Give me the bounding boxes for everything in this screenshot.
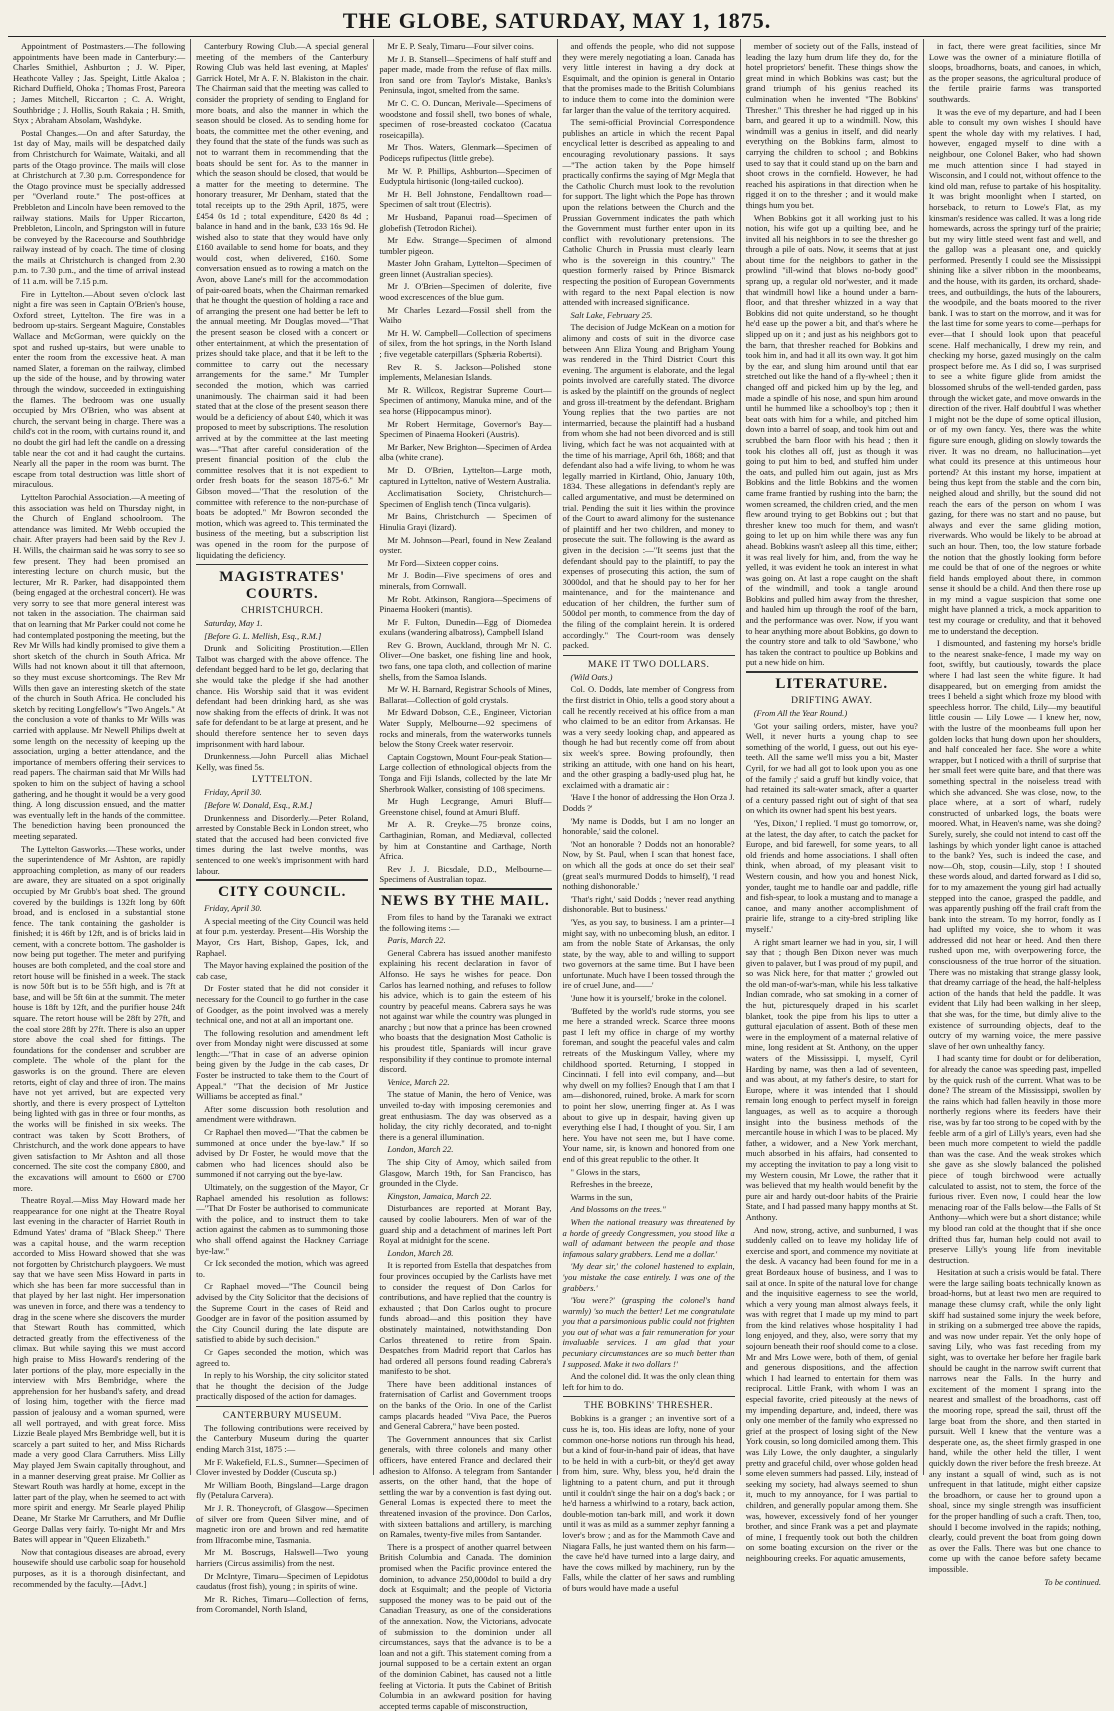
paragraph: Mr H. W. Campbell—Collection of specimens of silex, from the hot springs, in the North Island ; five vegetable caterpillars (Sphæria Robertsi). xyxy=(379,327,552,360)
paragraph: There is a prospect of another quarrel between British Columbia and Canada. The dominion promised when the Pacific province entered the dominion, to advance 250,000dol to build a dry dock at Esquimalt; and the people of Victoria supposed the money was to be paid out of the Canadian Treasury, as one of the considerations of the annexation. Now, the Victorians, advocate of submission to the dominion under all circumstances, says that the advance is to be a loan and not a gift. This statement coming from a journal supposed to be a certain extent an organ of the dominion Cabinet, has caused not a little feeling at Victoria. It puts the Cabinet of British Columbia in an awkward position for having accepted terms capable of misconstruction, xyxy=(379,1541,552,1711)
paragraph: When the national treasury was threatened by a horde of greedy Congressmen, you stood like a wall of adamant between the people and those infamous salary grabbers. Lend me a dollar.' xyxy=(562,1216,735,1259)
dateline: Venice, March 22. xyxy=(387,1076,450,1087)
paragraph: Mr M. Johnson—Pearl, found in New Zealand oyster. xyxy=(379,534,552,556)
paragraph: Mr J. B. Stansell—Specimens of half stuff and paper made, made from the refuse of flax mills. Iron sand ore from Taylor's Mistake, Banks's Peninsula, ingot, smelted from the same. xyxy=(379,53,552,96)
paragraph: And the colonel did. It was the only clean thing left for him to do. xyxy=(562,1371,735,1392)
paragraph: Bobkins is a granger ; an inventive sort of a cuss he is, too. His ideas are lofty, none of your common one-horse notions run through his head, but a kind of four-in-hand pair of ideas, that have to be held in with a curb-bit, or they'd get away from him, sure. Why, bless you, he'd drain the lightning to a patent churn, and put it through until it couldn't singe the hair on a dog's back ; or he'd harness a whirlwind to a rotary, back action, double-motion tan-bark mill, and work it down until it was as mild as a summer zephyr fanning a lover's brow ; and as for the Mammoth Cave and Niagara Falls, he just wanted them on his farm—the cave he'd have turned into a large dairy, and have the cows milked by machinery, run by the Falls, while the clatter of her saws and rumbling of burs would have made a useful xyxy=(562,1413,735,1593)
paragraph: Mr F. Wakefield, F.L.S., Sumner—Specimen of Clover invested by Dodder (Cuscuta sp.) xyxy=(196,1456,369,1478)
paragraph: 'You were?' (grasping the colonel's hand warmly) 'so much the better! Let me congratulate you that a parsimonious public could not frighten you out of what was a fair remuneration for your invaluable services. I am glad that your pecuniary circumstances are so much better than I supposed. Make it two dollars !' xyxy=(562,1295,735,1369)
paragraph: And blossoms on the trees." xyxy=(570,1204,666,1215)
dateline: Kingston, Jamaica, March 22. xyxy=(387,1190,492,1201)
paragraph: Mr R. Riches, Timaru—Collection of ferns, from Coromandel, North Island, xyxy=(196,1593,369,1615)
paragraph: Postal Changes.—On and after Saturday, the 1st day of May, mails will be despatched daily from Christchurch for Waimate, Waitaki, and all parts of the Otago province. The mails will close at Christchurch at 7.30 p.m. Correspondence for the Otago province must be specially addressed per "Overland route." The post-offices at Prebbleton and Lincoln have been removed to the railway stations. Mails for Upper Riccarton, Prebbleton, Lincoln, and Springston will in future be conveyed by the Racecourse and Southbridge railway instead of by coach. The time of closing the mails at Christchurch is changed from 2.30 p.m. to 7.30 p.m., and the time of arrival instead of 11 a.m. will be 7.15 p.m. xyxy=(13,127,186,287)
column-1 xyxy=(8,39,191,1589)
paragraph: The Government announces that six Carlist generals, with three colonels and many other officers, have entered France and declared their adhesion to Alfonso. A telegram from Santander asserts, on the other hand, that the hope of settling the war by a convention is fast dying out. General Lomas is expected there to meet the threatened invasion of the province. Don Carlos, with sixteen battalions and artillery, is marching on Ramales, twenty-five miles from Santander. xyxy=(379,1433,552,1540)
paragraph: Col. O. Dodds, late member of Congress from the first district in Ohio, tells a good story about a call he recently received at his office from a man who claimed to be an editor from Arkansas. He was a very seedy looking chap, and appeared as though he had but recently come off from about six week's spree. Bowing profoundly, then striking an attitude, with one hand on his heart, and the other grasping a badly-used plug hat, he exclaimed with a dramatic air : xyxy=(562,684,735,790)
paragraph: Mr Thos. Waters, Glenmark—Specimen of Podiceps rufipectus (little grebe). xyxy=(379,142,552,163)
paragraph: The Mayor having explained the position of the cab case, xyxy=(196,960,369,981)
paragraph: 'That's right,' said Dodds ; 'never read anything dishonorable. But to business.' xyxy=(562,893,735,915)
paragraph: 'My name is Dodds, but I am no longer an honorable,' said the colonel. xyxy=(562,815,735,837)
paragraph: Mr Edward Dobson, C.E., Engineer, Victorian Water Supply, Melbourne—92 specimens of rocks and minerals, from the waterworks tunnels below the Stony Creek water reservoir. xyxy=(379,707,552,750)
to-be-continued: To be continued. xyxy=(1044,1576,1102,1587)
paragraph: After some discussion both resolution and amendment were withdrawn. xyxy=(196,1103,369,1125)
paragraph: Canterbury Rowing Club.—A special general meeting of the members of the Canterbury Rowing Club was held last evening, at Maples' Garrick Hotel, Mr A. F. N. Blakiston in the chair. The Chairman said that the meeting was called to consider the propriety of sending to England for more boats, and also the manner in which the season should be closed. As to sending home for boats, the committee met the other evening, and they found that the state of the funds was such as not to warrant them in recommending that the boats should be sent for. As to the manner in which the season should be closed, that would be a matter for the meeting to determine. The honorary treasurer, Mr Denham, stated that the total receipts up to the 29th April, 1875, were £454 0s 1d ; total expenditure, £420 8s 4d ; balance in hand and in the bank, £33 16s 9d. He wished also to state that they would have only £160 available to send home for boats, and they would cost, when delivered, £160. Some conversation ensued as to rowing a match on the Avon, above Lane's mill for the accommodation of pair-oared boats, when the Chairman remarked that he thought the question of holding a race and of arranging the present one had better be left to the annual meeting. Mr Douglas moved—"That the present season be closed with a concert or other entertainment, at which the presentation of prizes should take place, and that it be left to the committee to carry out the necessary arrangements for the same." Mr Tumpler seconded the motion, which was carried unanimously. The chairman said it had been stated that at the close of the present season there would be a deficiency of about £40, which it was proposed to meet by subscriptions. The resolution arrived at by the committee at the last meeting was—"That after careful consideration of the present financial position of the club the committee resolves that it is not expedient to order fresh boats for the season 1875-6." Mr Gibson moved—"That the resolution of the committee with reference to the non-purchase of boats be adopted." Mr Bowron seconded the motion, which was agreed to. This terminated the business of the meeting, but a subscription list was opened in the room for the purpose of liquidating the deficiency. xyxy=(196,41,369,560)
drifting-away-heading: DRIFTING AWAY. xyxy=(791,696,873,707)
paragraph: The semi-official Provincial Correspondence publishes an article in which the recent Papal encyclical letter is described as appealing to and encouraging revolutionary passions. It says—"The action taken by the Pope himself practically confirms the saying of Mgr Megla that the Catholic Church must look to the revolution for support. The light which the Pope has thrown upon the relations between the Church and the Prussian Government indicates the path which the Government must further enter upon in its conflict with revolutionary pretensions. The Catholic Church in Prussia must clearly learn who is the sovereign in this country." The question formerly raised by Prince Bismarck respecting the position of European Governments with regard to the next Papal election is now attended with increased significance. xyxy=(562,117,735,308)
paragraph: Drunkenness and Disorderly.—Peter Roland, arrested by Constable Beck in London street, who stated that the accused had been convicted five times during the last twelve months, was sentenced to one week's imprisonment with hard labour. xyxy=(196,812,369,876)
dateline: London, March 28. xyxy=(387,1247,454,1258)
lyttelton-bench: [Before W. Donald, Esq., R.M.] xyxy=(204,800,313,810)
column-3 xyxy=(374,39,557,1711)
paragraph: The decision of Judge McKean on a motion for alimony and costs of suit in the divorce case between Ann Eliza Young and Brigham Young was rendered in the Third District Court this evening. The argument is elaborate, and the legal points involved are carefully stated. The divorce is asked by the plaintiff on the grounds of neglect and gross ill-treatment by the defendant. Brigham Young replies that the two parties are not intermarried, because the plaintiff had a husband from whom she had not been divorced and is still living, which fact he was not acquainted with at the time of his marriage, April 6th, 1868; and that defendant also had a wife living, to whom he was legally married in Kirtland, Ohio, January 10th, 1834. These allegations in defendant's reply are called argumentative, and must be determined on trial. Pending the suit it lies within the province of the Court to award alimony for the sustenance of plaintiff and her two children, and money to prosecute the suit. The following is the award as given in the decision :—"It seems just that the defendant should pay to the plaintiff, to pay the expenses of prosecuting this action, the sum of 3000dol, and that he should pay to her for her maintenance, and for the maintenance and education of her children, the further sum of 500dol per month, to commence from the day of the filing of the complaint herein. It is ordered accordingly." The Court-room was densely packed. xyxy=(562,322,735,651)
paragraph: 'June how it is yourself,' broke in the colonel. xyxy=(570,993,727,1004)
paragraph: Lyttelton Parochial Association.—A meeting of this association was held on Thursday night, in the Church of England schoolroom. The attendance was limited. Mr Webb occupied the chair. After prayers had been said by the Rev J. H. Wills, the chairman said he was sorry to see so few present. They had been promised an interesting lecture on church music, but the lecturer, Mr R. Parker, had disappointed them (being engaged at the orchestral concert). He was very sorry to see that more general interest was not taken in the association. The chairman said that on learning that Mr Parker could not come he had contemplated postponing the meeting, but the Rev Mr Wills had kindly promised to give them a short sketch of the church in South Africa. Mr Wills had not known about it till that afternoon, so they must excuse shortcomings. The Rev Mr Wills then gave an interesting sketch of the state of the church in South Africa. He concluded his sketch by reciting Longfellow's "Two Angels." At the conclusion a vote of thanks to Mr Wills was carried with applause. Mr Newell Philips dwelt at some length on the necessity of keeping up the association, urging a better attendance, and the importance of members offering their services to read papers. The chairman said that Mr Wills had spoken to him on the subject of having a school gathering, and he thought it would be a very good thing. A long discussion ensued, and the matter was eventually left in the hands of the committee. The benediction having been pronounced the meeting separated. xyxy=(13,491,186,841)
lyttelton-date: Friday, April 30. xyxy=(204,787,262,798)
paragraph: A special meeting of the City Council was held at four p.m. yesterday. Present—His Worship the Mayor, Crs Hart, Bishop, Gapes, Ick, and Raphael. xyxy=(196,915,369,958)
masthead: THE GLOBE, SATURDAY, MAY 1, 1875. xyxy=(8,6,1106,37)
paragraph: Disturbances are reported at Morant Bay, caused by coolie labourers. Men of war of the guard ship and a detachment of marines left Port Royal at midnight for the scene. xyxy=(379,1203,552,1246)
paragraph: The ship City of Amoy, which sailed from Glasgow, March 19th, for San Francisco, has grounded in the Clyde. xyxy=(379,1157,552,1189)
paragraph: And now, strong, active, and sunburned, I was suddenly called on to leave my holiday life of exercise and sport, and commence my novitiate at the desk. A vacancy had been found for me in a great Bordeaux house of business, and I was to sail at once. In spite of the natural love for change and the inquisitive eagerness to see the world, which a very young man almost always feels, it was with regret that I made up my mind to part from the kind relatives whose hospitality I had long enjoyed, and they, also, were sorry that my sojourn beneath their roof should come to a close. Mr and Mrs Lowe were, both of them, of genial and generous dispositions, and the affection which I had learned to entertain for them was reciprocal. Little Frank, with whom I was an especial favorite, cried piteously at the news of my impending departure, and, indeed, there was only one member of the family who expressed no grief at the prospect of losing sight of the New York cousin, so long domiciled among them. This was Lily Lowe, the only daughter, a singularly pretty and graceful child, over whose golden head some eleven summers had passed. Lily, instead of seeking my society, had always seemed to shun it, much to my annoyance, for I was partial to children, and generally popular among them. She was, however, excessively fond of her younger brother, and since Frank was a pet and playmate of mine, I frequently took out both the children on some boating excursion on the river or the neighbouring creeks. For aquatic amusements, xyxy=(745,1224,918,1563)
paragraph: Cr Ick seconded the motion, which was agreed to. xyxy=(196,1258,369,1279)
paragraph: Mr W. H. Barnard, Registrar Schools of Mines, Ballarat—Collection of gold crystals. xyxy=(379,684,552,705)
dateline: Paris, March 22. xyxy=(387,935,446,946)
paragraph: Drunkenness.—John Purcell alias Michael Kelly, was fined 5s. xyxy=(196,751,369,772)
paragraph: General Cabrera has issued another manifesto explaining his recent declaration in favor of Alfonso. He says he wishes for peace. Don Carlos has learned nothing, and refuses to follow his advice, which is to gain the esteem of his country by peaceful means. Cabrera says he was not against war while the country was plunged in anarchy ; but now that a prince has been crowned who boasts that the designation Most Catholic is his proudest title, Spaniards will incur grave responsibility if they continue to promote internal discord. xyxy=(379,947,552,1075)
column-6 xyxy=(924,39,1106,1587)
paragraph: Mr R. Willcox, Registrar Supreme Court—Specimen of antimony, Manuka mine, and of the sea horse (Hippocampus minor). xyxy=(379,384,552,416)
paragraph: Mr Barker, New Brighton—Specimen of Ardea alba (white crane). xyxy=(379,441,552,463)
paragraph: Mr F. Fulton, Dunedin—Egg of Diomedea exulans (wandering albatross), Campbell Island xyxy=(379,616,552,638)
paragraph: Rev R. S. Jackson—Polished stone implements, Melanesian Islands. xyxy=(379,361,552,383)
paragraph: 'Yes, Dixon,' I replied. 'I must go tomorrow, or, at the latest, the day after, to catch the packet for Europe, and bid farewell, for some years, to all old friends and home associations. I shall often think, when abroad, of my pleasant visit to Western cousin, and how you and honest Nick, yonder, taught me to handle oar and paddle, rifle and fish-spear, to look a mustang and to manage a canoe, and many another accomplishment of prairie life, strange to a city-bred stripling like myself.' xyxy=(745,817,918,934)
christchurch-date: Saturday, May 1. xyxy=(204,618,263,629)
paragraph: Cr Gapes seconded the motion, which was agreed to. xyxy=(196,1346,369,1368)
paragraph: From files to hand by the Taranaki we extract the following items :— xyxy=(379,911,552,933)
paragraph: Dr Foster stated that he did not consider it necessary for the Council to go further in the case of Goodger, as the point involved was a merely technical one, and not at all an important one. xyxy=(196,983,369,1026)
magistrates-courts-heading: MAGISTRATES' COURTS. xyxy=(219,569,346,603)
paragraph: Mr Robert Hermitage, Governor's Bay—Specimen of Pinaema Hookeri (Austris). xyxy=(379,418,552,440)
paragraph: Mr J. Bodin—Five specimens of ores and minerals, from Cornwall. xyxy=(379,570,552,591)
drifting-away-source: (From All the Year Round.) xyxy=(753,708,848,719)
paragraph: When Bobkins got it all working just to his notion, his wife got up a quilting bee, and he invited all his neighbors in to see the thresher go through a pile of oats. Now, it seems that at just about time for the neighbors to gather in the prowlind "ill-wind that blows no-body good" sprang up, a regular old nor'wester, and it made that windmill howl like a hound under a barn-floor, and that thresher whizzed in a way that Bobkins did not quite understand, so he thought he'd ease up the power a bit, and that's where he slipped up on it ; and just as his neighbors got to the barn, that thresher reached for Bobkins and took him in, and had it all its own way. It got him by the ear, and slung him around until that ear stretched out like the hand of a fly-wheel ; then it changed off and picked him up by the leg, and made a spindle of his nose, and spun him around until he hummed like a schoolboy's top ; then it beat oats with him for a while, and pitched him down into a barrel of soap, and took him out and scrubbed the barn floor with his head ; then it took his clothes all off, just as though it was going to put him to bed, and stuffed him under the oats, and pulled him out again, just as Mrs Bobkins and the little Bobkins and the women came frame frantied by rushing into the barn; the women screamed, the children cried, and the men flew around trying to get Bobkins out ; but that thresher knew too much for them, and wasn't going to let up on him while there was any fun ahead. Bobkins wasn't asleep all this time, either; it was real lively for him, and, from the way he yelled, it was evident he took an interest in what was going on. At last a rope caught on the shaft of the windmill, and took a tangle around Bobkins and pulled him away from the thresher, and hauled him up through the roof of the barn, and the performance was over. Now, if you want to hear anything more about Bobkins, go down to the country store and talk to old 'Sawbone,' who has taken the contract to poultice up Bobkins and put a new hide on him. xyxy=(745,212,918,668)
paragraph: 'Have I the honor of addressing the Hon Orza J. Dodds ?' xyxy=(562,792,735,813)
canterbury-museum-heading: CANTERBURY MUSEUM. xyxy=(222,1410,342,1421)
paragraph: Drunk and Soliciting Prostitution.—Ellen Talbot was charged with the above offence. The defendant begged hard to be let go, declaring that she would take the pledge if she had another chance. His Worship said that it was evident defendant had been drinking hard, as she was now shaking from the effects of drink. It was not safe for defendant to be at large at present, and he should therefore sentence her to seven days imprisonment with hard labour. xyxy=(196,643,369,749)
paragraph: Mr Edw. Strange—Specimen of almond tumbler pigeon. xyxy=(379,235,552,256)
column-2 xyxy=(191,39,374,1615)
paragraph: Mr Robt. Atkinson, Rangiora—Specimens of Pinaema Hookeri (mantis). xyxy=(379,593,552,615)
dateline: London, March 22. xyxy=(387,1144,454,1155)
christchurch-subheading: CHRISTCHURCH. xyxy=(241,606,324,617)
paragraph: In reply to his Worship, the city solicitor stated that he thought the decision of the Judge practically disposed of the action for damages. xyxy=(196,1370,369,1402)
paragraph: The Lyttelton Gasworks.—These works, under the superintendence of Mr Ashton, are rapidly approaching completion, as many of our readers are aware, they are situated on a spot originally occupied by Mr Grubb's boat shed. The ground covered by the buildings is 132ft long by 60ft broad, and is enclosed in a substantial stone fence. The tank containing the gasholder is finished; it is 46ft by 12ft, and is of bricks laid in cement, with a concrete bottom. The gasholder is now being put together. The meter and purifying houses are both completed, and the coal store and retort house will be finished in a week. The stack is now 50ft but is to be 55ft high, and is 7ft at base, and will be 5ft 6in at the summit. The meter house is 18ft by 12ft, and the purifier house 24ft square. The retort house will be 28ft by 27ft, and the coal store 28ft by 27ft. There is also an upper store above the coal shed for fittings. The foundations for the condenser and scrubber are complete. The whole of the plant for the gasworks is on the ground. There are eleven retorts, eight of clay and three of iron. The mains have not yet arrived, but are expected very shortly, and there is every prospect of Lyttelton being lighted with gas in three or four months, as the works will be finished in six weeks. The contract was taken by Scott Brothers, of Christchurch, and the work done appears to have given satisfaction to Mr Ashton and all those concerned. The site cost the company £800, and the excavations will amount to £600 or £700 more. xyxy=(13,843,186,1193)
paragraph: Mr D. O'Brien, Lyttelton—Large moth, captured in Lyttelton, native of Western Australia. xyxy=(379,464,552,486)
column-4 xyxy=(558,39,741,1593)
paragraph: Appointment of Postmasters.—The following appointments have been made in Canterbury:—Charles Smithiel, Ashburton ; J. W. Piper, Heathcote Valley ; Jas. Speight, Little Akaloa ; Richard Duffield, Ohoka ; Thomas Frost, Pareora ; James Mitchell, Riccarton ; C. A. Wright, Southbridge ; J. Hollis, South Rakaia ; H. Smith, Styx ; Abraham Absolam, Washdyke. xyxy=(13,41,186,126)
paragraph: It was the eve of my departure, and had I been able to consult my own wishes I should have spent the whole day with my relatives. I had, however, engaged myself to dine with a neighbour, one Colonel Baker, who had shown me much attention since I had stayed in Wisconsin, and I could not, without offence to the kind old man, refuse to partake of his hospitality. It was bright moonlight when I started, on horseback, to return to Lowe's Flat, as my kinsman's residence was called. It was a long ride homewards, across the springy turf of the prairie; but my wiry little steed went fast and well, and the gallop was a pleasant one, and quickly performed. Presently I could see the Mississippi shining like a silver ribbon in the moonbeams, and the house, with its garden, its orchard, shade-trees, and outbuildings, the huts of the labourers, the woodpile, and the boats moored to the river bank. I was to start on the morrow, and it was for the last time for some years to come—perhaps for ever—that I should look upon that peaceful scene. Half mechanically, I drew my rein, and checking my horse, gazed musingly on the calm prospect before me. As I did so, I was surprised to see a white figure glide from amidst the blossomed shrubs of the well-tended garden, pass through the wicket gate, and move onwards in the direction of the river. Half doubtful I was whether I might not be the dupe of some optical illusion, or of my own fancy. Yes, there was the white figure sure enough, gliding on slowly towards the river. It was no dream, no hallucination—yet what could its presence at this untimeous hour portend? At this instant my horse, impatient at being thus kept from the stable and the corn bin, neighed aloud and shrilly, but the sound did not reach the ears of the person on whom I was gazing, for there was no start and no pause, but always and ever the same gliding motion, riverwards. Who would be likely to be abroad at such an hour. Then, too, the low stature forbade the notion that the ghostly looking form before me could be that of one of the negroes or white field hands employed about there, in common sense it should be a child. And then there rose up in my mind a vague suspicion that some one might have planned a trick, a mock apparition to test my courage or credulity, and that it behoved me to understand the deception. xyxy=(928,106,1102,636)
paragraph: Ultimately, on the suggestion of the Mayor, Cr Raphael amended his resolution as follows:—"That Dr Foster be authorised to communicate with the police, and to instruct them to take action against the cabmen as to summoning those who shall offend against the Hackney Carriage bye-law." xyxy=(196,1182,369,1256)
paragraph: Mr Hugh Lecgrange, Amuri Bluff—Greenstone chisel, found at Amuri Bluff. xyxy=(379,796,552,817)
paragraph: Mr J. R. Thoneycroft, of Glasgow—Specimen of silver ore from Queen Silver mine, and of magnetic iron ore and brown and red hæmatite from Ilfracombe mine, Tasmania. xyxy=(196,1503,369,1545)
paragraph: Captain Cogstown, Mount Four-peak Station—Large collection of ethnological objects from the Tonga and Fiji Islands, collected by the late Mr Sherbrook Walker, consisting of 108 specimens. xyxy=(379,751,552,794)
lyttelton-subheading: LYTTELTON. xyxy=(251,775,313,786)
news-by-mail-heading: NEWS BY THE MAIL. xyxy=(381,892,550,909)
dateline: Salt Lake, February 25. xyxy=(570,309,653,320)
paragraph: 'Not an honorable ? Dodds not an honorable? Now, by St. Paul, when I scan that honest face, on which all the gods at once do set their seal' (great seal's murmured Dodds to himself), 'I read nothing dishonorable.' xyxy=(562,838,735,892)
literature-heading: LITERATURE. xyxy=(775,676,889,693)
paragraph: Fire in Lyttelton.—About seven o'clock last night a fire was seen in Captain O'Brien's house, Oxford street, Lyttelton. The fire was in a bedroom up-stairs. Sergeant Maguire, Constables Wallace and McGorman, were quickly on the spot and rushed up-stairs, but were unable to enter the room from the excessive heat. A man named Slater, a foreman on the railway, climbed up the side of the house, and by throwing water through the window, succeeded in extinguishing the flames. The bedroom was one usually occupied by Mrs O'Brien, who was absent at church, the servant being in charge. There was a child's cot in the room, with curtains round it, and no doubt the girl had left the candle on a dressing table near the cot and it had caught the curtains. Nearly all the paper in the room was burnt. The escape from total destruction was little short of miraculous. xyxy=(13,288,186,490)
two-dollars-source: (Wild Oats.) xyxy=(570,671,613,682)
columns xyxy=(8,39,1106,1711)
city-council-date: Friday, April 30. xyxy=(204,903,262,914)
paragraph: Rev G. Brown, Auckland, through Mr N. C. Oliver—One basket, one fishing line and hook, two fans, one tapa cloth, and collection of marine shells, from the Samoa Islands. xyxy=(379,639,552,682)
paragraph: Rev J. J. Bicsdale, D.D., Melbourne—Specimens of Australian topaz. xyxy=(379,863,552,885)
paragraph: Mr M. Boscrugs, Halswell—Two young harriers (Circus assimilis) from the nest. xyxy=(196,1547,369,1568)
column-5 xyxy=(741,39,924,1563)
paragraph: The following contributions were received by the Canterbury Museum during the quarter ending March 31st, 1875 :— xyxy=(196,1422,369,1455)
paragraph: Mr William Booth, Bingsland—Large dragon fly (Petalura Carvera). xyxy=(196,1479,369,1501)
paragraph: 'Got your sailing orders, mister, have you? Well, it never hurts a young chap to see something of the world, I guess, out out his eye-teeth. All the same we'll miss you a bit, Master Cyril, for we had all got to look upon you as one of the family ;' said a gruff but kindly voice, that had retained its salt-water smack, after a quarter of a century passed right out of sight of that sea on which its owner had spent his best years. xyxy=(745,720,918,816)
paragraph: Mr Husband, Papanui road—Specimen of globefish (Tetrodon Richei). xyxy=(379,211,552,233)
paragraph: Mr H. Bell Johnstone, Fendalltown road—Specimen of salt trout (Electris). xyxy=(379,188,552,210)
two-dollars-heading: MAKE IT TWO DOLLARS. xyxy=(587,659,710,670)
paragraph: Acclimatisation Society, Christchurch—Specimen of English tench (Tinca vulgaris). xyxy=(379,488,552,509)
paragraph: Mr C. C. O. Duncan, Merivale—Specimens of woodstone and fossil shell, two bones of whale, specimen of rose-breasted cockatoo (Cacatua roseicapilla). xyxy=(379,97,552,140)
paragraph: Master John Graham, Lyttelton—Specimen of green linnet (Australian species). xyxy=(379,258,552,279)
paragraph: Mr Bains, Christchurch — Specimen of Hinulia Grayi (lizard). xyxy=(379,511,552,532)
paragraph: I dismounted, and fastening my horse's bridle to the nearest snake-fence, I made my way on foot, swiftly, but cautiously, towards the place where I had last seen the white figure. It had disappeared, but on emerging from amidst the trees I beheld a sight which froze my blood with speechless horror. The child, Lily—my beautiful little cousin — Lily Lowe — I knew her, now, with the lustre of the moonbeams full upon her golden locks that hung down upon her shoulders, and half concealed her face. She wore a white wrapper, but I noticed with a thrill of surprise that her small feet were quite bare, and that there was something spectral in the noiseless tread with which she advanced. She was close, now, to the place where, at a sort of wharf, rudely constructed of unbarked logs, the boats were moored. What, in Heaven's name, was she doing? Surely, surely, she could not intend to cast off the lashings by which yonder light canoe is attached to the bank? Yes, such is indeed the case, and now—Oh, stop, cousin—Lily, stop ! I shouted these words aloud, and darted forward as I did so, for to my amazement the young girl had actually stepped into the canoe, grasped the paddle, and was apparently pushing off the frail craft from the bank into the stream. To my horror, fondly as I had uplifted my voice, she to whom it was addressed did not hear or heed. And then there rushed upon me, with overpowering force, the consciousness of the true horror of the situation. There was no mistaking that strange glassy look, that dreamy carriage of the head, the half-helpless action of the hands that held the paddle. It was evident that Lily had been walking in her sleep, that she was, for the time, but dimly alive to the existence of surrounding objects, deaf to the outcry of my warning voice, the mere passive slave of her own unhealthy fancy. xyxy=(928,638,1102,1051)
paragraph: in fact, there were great facilities, since Mr Lowe was the owner of a miniature flotilla of sloops, broadhorns, boats, and canoes, in which, as the proper seasons, the agricultural produce of the fertile prairie farms was transported southwards. xyxy=(928,41,1102,104)
paragraph: There have been additional instances of fraternisation of Carlist and Government troops on the banks of the Orio. In one of the Carlist camps placards headed "Viva Pace, the Pueros and General Cabrera," have been posted. xyxy=(379,1378,552,1432)
paragraph: Theatre Royal.—Miss May Howard made her reappearance for one night at the Theatre Royal last evening in the character of Harriet Routh in Edmund Yates' drama of "Black Sheep." There was a capital house, and the warm reception accorded to Miss Howard showed that she was not forgotten by Christchurch playgoers. We must say that we have seen Miss Howard in parts in which she has been far more successful than in that played by her last night. Her impersonation was uneven in force, and there was a tendency to drag in the scene where she discovers the murder that Stewart Routh has committed, which detracted greatly from the effectiveness of the climax. But while saying this we must accord high praise to Miss Howard's rendering of the later portions of the play, more especially in the interview with Mrs Bembridge, where the apprehension for her husband's safety, and dread of losing him, together with the fierce mad passion of jealousy and a woman spurned, were all well portrayed, and with great force. Miss Lizzie Beale played Mrs Bembridge well, but it is scarcely a part suited to her, and Miss Richards made a very good Clara Carruthers. Miss Lilly May played Jem Swain capitally throughout, and in a manner deserving great praise. Mr Collier as Stewart Routh was hardly at home, except in the latter part of the play, when he seemed to act with more spirit and energy. Mr Searle played Philip Deane, Mr Starke Mr Carruthers, and Mr Duflie George Dallas very fairly. To-night Mr and Mrs Bates will appear in "Queen Elizabeth." xyxy=(13,1195,186,1545)
paragraph: Mr J. O'Brien—Specimen of dolerite, five wood excrescences of the blue gum. xyxy=(379,281,552,303)
christchurch-bench: [Before G. L. Mellish, Esq., R.M.] xyxy=(204,630,322,641)
paragraph: A right smart learner we had in you, sir, I will say that ; though Ben Dixon never was much given to palaver, but I was proud of my pupil, and so was Nick here, for that matter ;' growled out the old man-of-war's-man, while his less talkative Indian comrade, who sat smoking in a corner of the hut, picturesquely draped in his scarlet blanket, took the pipe from his lips to utter a guttural ejaculation of assent. Both of these men were in the employment of a maternal relative of mine, long resident at St. Anthony, on the upper waters of the Mississippi. I, myself, Cyril Harding by name, was then a lad of seventeen, and was about, at my father's desire, to start for Europe, where it was intended that I should remain long enough to perfect myself in foreign languages, as well as to acquire a thorough insight into the business methods of the mercantile house in which I was to be placed. My father, a widower, and a New York merchant, much absorbed in his affairs, had consented to my accepting the invitation to pay a long visit to my Western cousin, Mr Lowe, the rather that it was believed that my health would benefit by the pure air and hardy out-door habits of the Prairie State, and I had passed many happy months at St. Anthony. xyxy=(745,936,918,1222)
paragraph: The statue of Manin, the hero of Venice, was unveiled to-day with imposing ceremonies and great enthusiasm. The day was observed as a holiday, the city richly decorated, and to-night there is a general illumination. xyxy=(379,1089,552,1142)
paragraph: Hesitation at such a crisis would be fatal. There were the large sailing boats technically known as broad-horns, but at least two men are required to manage these clumsy craft, while the only light skiff had sustained some injury the week before, in striking on a submerged tree above the rapids, and was now under repair. Yet the only hope of saving Lily, who was fast receding from my sight, was to overtake her before her fragile bark should be caught in the narrow swift current that narrows near the Falls. In the hurry and excitement of the moment I sprang into the nearest and smallest of the broadhorns, cast off the mooring rope, spread the sail, thrust off the large boat from the shore, and then started in pursuit. Well I knew that the venture was a desperate one, as, the sheet firmly grasped in one hand, while the other held the tiller, I went quickly down the river before the fresh breeze. At any instant a squall of wind, such as is not unfrequent in that latitude, might either capsize the broadhorn, or cause her to ground upon a shoal, since my single strength was insufficient for the proper handling of such a craft. Then, too, should I become involved in the rapids; nothing, clearly, could prevent the boat from going down as over the Falls. There was but one chance to come up with the canoe before safety became impossible. xyxy=(928,1267,1102,1574)
paragraph: 'Yes, as you say, to business. I am a printer—I might say, with no unbecoming blush, an editor. I am from the noble State of Arkansas, the only state, by the way, able to and willing to support two governors at the same time. But I have been unfortunate. Much have I been tossed through the ire of cruel June, and——' xyxy=(562,916,735,991)
paragraph: I had scanty time for doubt or for deliberation, for already the canoe was speeding past, impelled by the quick rush of the current. What was to be done? The stream of the Mississippi, swollen by the rains which had fallen heavily in those more northerly regions where its feeders have their rise, was by far too strong to be coped with by the feeble arm of a girl of Lilly's years, even had she been much more competent to wield the paddle than was the case. And the weak strokes which she gave as she slowly balanced the polished piece of tough birchwood were actually calculated to assist, not to stem, the force of the furious river. Even now, I could hear the low menacing roar of the Falls below—the Falls of St Anthony—which were but a short distance; while my blood ran cold at the thought that if she once drifted thus far, human help could not avail to preserve Lilly's young life from inevitable destruction. xyxy=(928,1053,1102,1265)
paragraph: Mr A. R. Creyke—75 bronze coins, Carthaginian, Roman, and Mediæval, collected by him at Constantine and Carthage, North Africa. xyxy=(379,819,552,862)
bobkins-thresher-heading: THE BOBKINS' THRESHER. xyxy=(584,1401,714,1412)
paragraph: member of society out of the Falls, instead of leading the lazy hum drum life they do, for the hotel proprietors' benefit. These things show the great mind in which Bobkins was cast; but the grand triumph of his genius reached its culmination when he invented "The Bobkins' Thresher." This thresher he had rigged up in his barn, and geared it up to a windmill. Now, this windmill was a genius in itself, and did nearly everything on the Bobkins farm, almost to carrying the children to school ; and Bobkins used to say that it could stand up on the barn and shoot crows in the cornfield. However, he had reached his aspirations in that direction when he rigged it on to the thresher ; and it would make things hum you bet. xyxy=(745,41,918,210)
paragraph: Mr W. P. Phillips, Ashburton—Specimen of Eudyptula hirtisonic (long-tailed cuckoo). xyxy=(379,165,552,187)
paragraph: " Glows in the stars, xyxy=(570,1166,641,1177)
paragraph: It is reported from Estella that despatches from four provinces occupied by the Carlists have met to consider the request of Don Carlos for contributions, and have replied that the country is exhausted ; that Don Carlos ought to procure funds abroad—and this position they have obstinately maintained, notwithstanding Don Carlos threatened to retire from Spain. Despatches from Madrid report that Carlos has had ordered all persons found reading Cabrera's manifesto to be shot. xyxy=(379,1260,552,1377)
paragraph: Cr Raphael moved—"The Council being advised by the City Solicitor that the decisions of the Supreme Court in the cases of Reid and Goodger are in favor of the position assumed by the City Council during the late dispute are satisfied to abide by such decision." xyxy=(196,1281,369,1345)
paragraph: 'Buffeted by the world's rude storms, you see me here a stranded wreck. Scarce three moons past I left my office in charge of my worthy foreman, and sought the peaceful vales and calm retreats of the Muskingum Valley, where my childhood sported. Returning, I stopped in Cincinnati. I fell into evil company, and—but why dwell on my follies? Enough that I am that I am—dishonored, ruined, broke. A mark for scorn to point her slow, unerring finger at. As I was about to give up in despair, having given up everything else I had, I thought of you. Sir, I am here. You have not seen me, but I have come. Your name, sir, is known and honored from one end of this great republic to the other. It xyxy=(562,1005,735,1164)
paragraph: Now that contagious diseases are abroad, every housewife should use carbolic soap for household purposes, as it is a thorough disinfectant, and recommended by the faculty.—[Advt.] xyxy=(13,1546,186,1589)
paragraph: The following resolution and amendment left over from Monday night were discussed at some length:—"That in case of an adverse opinion being given by the Judge in the cab cases, Dr Foster be instructed to take them to the Court of Appeal." "That the decision of Mr Justice Williams be accepted as final." xyxy=(196,1027,369,1102)
paragraph: 'My dear sir,' the colonel hastened to explain, 'you mistake the case entirely. I was one of the grabbers.' xyxy=(562,1261,735,1293)
paragraph: Mr E. P. Sealy, Timaru—Four silver coins. xyxy=(387,41,534,51)
city-council-heading: CITY COUNCIL. xyxy=(218,884,347,901)
paragraph: and offends the people, who did not suppose they were merely negotiating a loan. Canada has very little interest in having a dry dock at Esquimalt, and the opinion is general in Ontario that the promises made to the British Columbians to induce them to come into the dominion were far larger than the value of the territory acquired. xyxy=(562,41,735,115)
paragraph: Cr Raphael then moved—"That the cabmen be summoned at once under the bye-law." If so advised by Dr Foster, he would move that the cabmen who had licences should also be summoned if not carrying out the bye-law. xyxy=(196,1127,369,1180)
paragraph: Dr McIntyre, Timaru—Specimen of Lepidotus caudatus (frost fish), young ; in spirits of wine. xyxy=(196,1570,369,1592)
paragraph: Mr Charles Lezard—Fossil shell from the Waiho xyxy=(379,304,552,326)
paragraph: Warms in the sun, xyxy=(570,1191,633,1202)
paragraph: Mr Ford—Sixteen copper coins. xyxy=(387,557,499,568)
paragraph: Refreshes in the breeze, xyxy=(570,1179,653,1190)
